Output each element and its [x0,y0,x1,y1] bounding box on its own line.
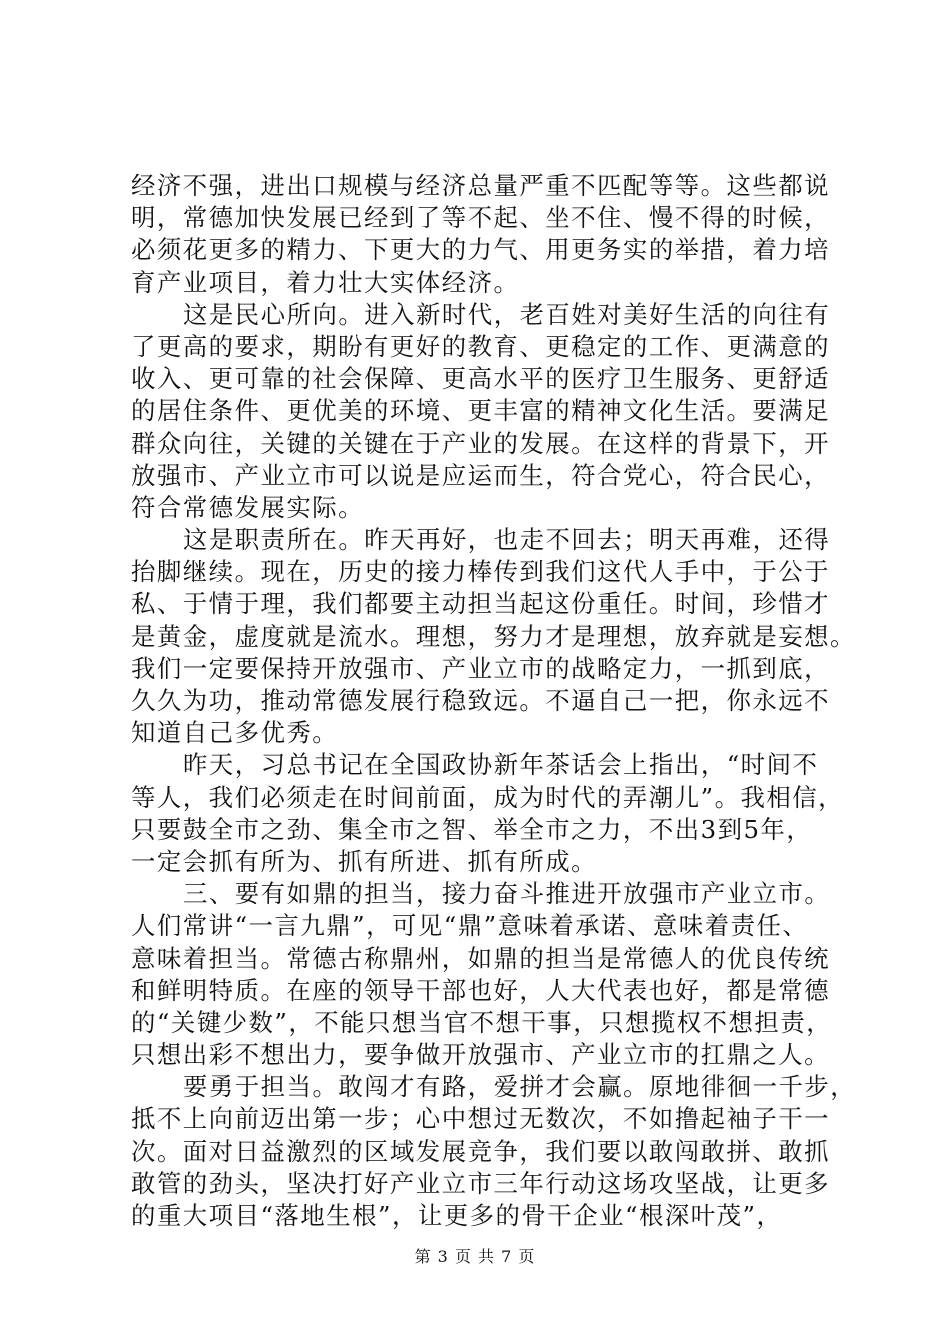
text-line: 一定会抓有所为、抓有所进、抓有所成。 [131,846,598,876]
text-line: 了更高的要求，期盼有更好的教育、更稳定的工作、更满意的 [131,331,831,361]
text-line: 明，常德加快发展已经到了等不起、坐不住、慢不得的时候， [131,203,831,233]
section-heading-line: 三、要有如鼎的担当，接力奋斗推进开放强市产业立市。 [183,879,831,909]
text-line: 私、于情于理，我们都要主动担当起这份重任。时间，珍惜才 [131,589,831,619]
text-line: 我们一定要保持开放强市、产业立市的战略定力，一抓到底， [131,653,831,683]
text-line: 放强市、产业立市可以说是应运而生，符合党心，符合民心， [131,460,831,490]
text-line: 的重大项目“落地生根”，让更多的骨干企业“根深叶茂”， [131,1201,783,1230]
text-line: 久久为功，推动常德发展行稳致远。不逼自己一把，你永远不 [131,686,831,715]
page-footer [0,1245,950,1269]
text-line: 意味着担当。常德古称鼎州，如鼎的担当是常德人的优良传统 [131,943,831,973]
text-line: 群众向往，关键的关键在于产业的发展。在这样的背景下，开 [131,428,831,458]
paragraph-start-line: 这是民心所向。进入新时代，老百姓对美好生活的向往有 [183,299,831,329]
text-line: 人们常讲“一言九鼎”，可见“鼎”意味着承诺、意味着责任、 [131,911,809,941]
paragraph-start-line: 昨天，习总书记在全国政协新年茶话会上指出，“时间不 [183,750,819,780]
text-line: 经济不强，进出口规模与经济总量严重不匹配等等。这些都说 [131,171,831,200]
text-line: 的“关键少数”，不能只想当官不想干事，只想揽权不想担责， [131,1007,833,1037]
text-line: 是黄金，虚度就是流水。理想，努力才是理想，放弃就是妄想。 [131,621,856,651]
text-line: 必须花更多的精力、下更大的力气、用更务实的举措，着力培 [131,235,831,265]
text-line: 知道自己多优秀。 [131,718,339,748]
text-line: 抵不上向前迈出第一步；心中想过无数次，不如撸起袖子干一 [131,1104,831,1134]
page-number: 第 3 页 共 7 页 [414,1247,536,1266]
paragraph-start-line: 这是职责所在。昨天再好，也走不回去；明天再难，还得 [183,525,831,555]
text-line: 和鲜明特质。在座的领导干部也好，人大代表也好，都是常德 [131,975,831,1005]
document-body [131,170,857,1232]
text-line: 等人，我们必须走在时间前面，成为时代的弄潮儿”。我相信， [131,782,845,812]
text-line: 符合常德发展实际。 [131,492,365,522]
paragraph-start-line: 要勇于担当。敢闯才有路，爱拼才会赢。原地徘徊一千步， [183,1072,857,1102]
text-line: 育产业项目，着力壮大实体经济。 [131,267,520,297]
text-line: 只要鼓全市之劲、集全市之智、举全市之力，不出3到5年， [131,814,813,844]
text-line: 次。面对日益激烈的区域发展竞争，我们要以敢闯敢拼、敢抓 [131,1136,831,1166]
text-line: 抬脚继续。现在，历史的接力棒传到我们这代人手中，于公于 [131,557,831,587]
text-line: 敢管的劲头，坚决打好产业立市三年行动这场攻坚战，让更多 [131,1168,831,1198]
text-line: 收入、更可靠的社会保障、更高水平的医疗卫生服务、更舒适 [131,364,831,394]
text-line: 的居住条件、更优美的环境、更丰富的精神文化生活。要满足 [131,396,831,426]
text-line: 只想出彩不想出力，要争做开放强市、产业立市的扛鼎之人。 [131,1040,831,1070]
